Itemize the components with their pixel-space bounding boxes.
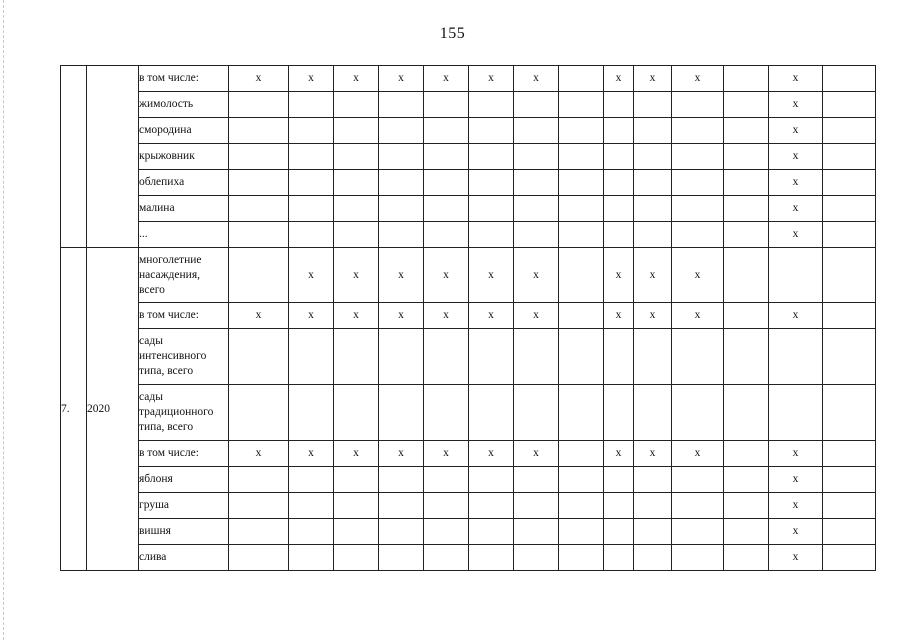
x-mark-cell: x xyxy=(424,248,469,303)
empty-cell xyxy=(634,467,672,493)
x-mark-cell: x xyxy=(334,66,379,92)
x-mark-cell: x xyxy=(769,467,823,493)
empty-cell xyxy=(229,467,289,493)
x-mark-cell: x xyxy=(634,303,672,329)
empty-cell xyxy=(559,329,604,385)
empty-cell xyxy=(424,493,469,519)
empty-cell xyxy=(559,144,604,170)
empty-cell xyxy=(424,170,469,196)
page-margin-line xyxy=(3,0,4,640)
empty-cell xyxy=(514,196,559,222)
table-row xyxy=(61,92,876,118)
empty-cell xyxy=(289,519,334,545)
empty-cell xyxy=(672,385,724,441)
table-row xyxy=(61,144,876,170)
empty-cell xyxy=(469,493,514,519)
empty-cell xyxy=(469,92,514,118)
empty-cell xyxy=(823,248,876,303)
table-body xyxy=(61,66,876,571)
empty-cell xyxy=(379,170,424,196)
empty-cell xyxy=(424,118,469,144)
empty-cell xyxy=(514,222,559,248)
empty-cell xyxy=(289,92,334,118)
empty-cell xyxy=(289,144,334,170)
empty-cell xyxy=(769,385,823,441)
x-mark-cell: x xyxy=(769,493,823,519)
empty-cell xyxy=(469,118,514,144)
empty-cell xyxy=(469,222,514,248)
empty-cell xyxy=(334,170,379,196)
empty-cell xyxy=(469,545,514,571)
x-mark-cell: x xyxy=(769,303,823,329)
empty-cell xyxy=(559,222,604,248)
empty-cell xyxy=(634,92,672,118)
empty-cell xyxy=(514,92,559,118)
x-mark-cell: x xyxy=(514,248,559,303)
empty-cell xyxy=(724,493,769,519)
empty-cell xyxy=(514,519,559,545)
empty-cell xyxy=(604,196,634,222)
empty-cell xyxy=(823,545,876,571)
row-label-cell: смородина xyxy=(139,118,229,144)
empty-cell xyxy=(724,118,769,144)
x-mark-cell: x xyxy=(229,303,289,329)
x-mark-cell: x xyxy=(769,222,823,248)
empty-cell xyxy=(469,144,514,170)
row-label-cell: малина xyxy=(139,196,229,222)
empty-cell xyxy=(823,303,876,329)
empty-cell xyxy=(634,196,672,222)
empty-cell xyxy=(823,118,876,144)
empty-cell xyxy=(559,66,604,92)
empty-cell xyxy=(379,329,424,385)
empty-cell xyxy=(604,170,634,196)
table-row xyxy=(61,385,876,441)
empty-cell xyxy=(559,196,604,222)
x-mark-cell: x xyxy=(469,441,514,467)
x-mark-cell: x xyxy=(514,66,559,92)
empty-cell xyxy=(424,467,469,493)
x-mark-cell: x xyxy=(769,170,823,196)
empty-cell xyxy=(634,329,672,385)
empty-cell xyxy=(379,92,424,118)
empty-cell xyxy=(559,441,604,467)
empty-cell xyxy=(634,545,672,571)
empty-cell xyxy=(559,170,604,196)
empty-cell xyxy=(634,144,672,170)
x-mark-cell: x xyxy=(514,441,559,467)
empty-cell xyxy=(559,92,604,118)
empty-cell xyxy=(559,519,604,545)
empty-cell xyxy=(604,545,634,571)
empty-cell xyxy=(334,467,379,493)
empty-cell xyxy=(424,196,469,222)
empty-cell xyxy=(823,329,876,385)
x-mark-cell: x xyxy=(424,441,469,467)
x-mark-cell: x xyxy=(379,248,424,303)
empty-cell xyxy=(379,118,424,144)
empty-cell xyxy=(229,519,289,545)
empty-cell xyxy=(334,385,379,441)
empty-cell xyxy=(724,303,769,329)
x-mark-cell: x xyxy=(769,196,823,222)
table-row xyxy=(61,545,876,571)
x-mark-cell: x xyxy=(289,441,334,467)
x-mark-cell: x xyxy=(424,303,469,329)
table-row xyxy=(61,493,876,519)
empty-cell xyxy=(229,144,289,170)
empty-cell xyxy=(229,545,289,571)
page-number: 155 xyxy=(439,25,466,42)
empty-cell xyxy=(379,196,424,222)
empty-cell xyxy=(379,222,424,248)
empty-cell xyxy=(724,66,769,92)
x-mark-cell: x xyxy=(514,303,559,329)
empty-cell xyxy=(334,493,379,519)
empty-cell xyxy=(634,493,672,519)
empty-cell xyxy=(334,519,379,545)
empty-cell xyxy=(289,196,334,222)
x-mark-cell: x xyxy=(469,303,514,329)
empty-cell xyxy=(724,467,769,493)
empty-cell xyxy=(334,545,379,571)
empty-cell xyxy=(672,519,724,545)
x-mark-cell: x xyxy=(379,66,424,92)
empty-cell xyxy=(604,92,634,118)
empty-cell xyxy=(823,493,876,519)
table-row xyxy=(61,248,876,303)
empty-cell xyxy=(672,196,724,222)
empty-cell xyxy=(229,385,289,441)
empty-cell xyxy=(514,545,559,571)
x-mark-cell: x xyxy=(469,248,514,303)
x-mark-cell: x xyxy=(769,118,823,144)
empty-cell xyxy=(634,170,672,196)
empty-cell xyxy=(724,385,769,441)
empty-cell xyxy=(229,92,289,118)
empty-cell xyxy=(672,329,724,385)
empty-cell xyxy=(634,385,672,441)
empty-cell xyxy=(724,144,769,170)
x-mark-cell: x xyxy=(672,441,724,467)
empty-cell xyxy=(823,222,876,248)
empty-cell xyxy=(634,519,672,545)
x-mark-cell: x xyxy=(769,441,823,467)
empty-cell xyxy=(672,144,724,170)
empty-cell xyxy=(289,467,334,493)
empty-cell xyxy=(769,248,823,303)
empty-cell xyxy=(672,222,724,248)
empty-cell xyxy=(424,545,469,571)
row-label-cell: яблоня xyxy=(139,467,229,493)
x-mark-cell: x xyxy=(289,248,334,303)
table-row xyxy=(61,329,876,385)
empty-cell xyxy=(823,66,876,92)
x-mark-cell: x xyxy=(604,248,634,303)
x-mark-cell: x xyxy=(334,248,379,303)
empty-cell xyxy=(514,170,559,196)
empty-cell xyxy=(823,519,876,545)
x-mark-cell: x xyxy=(634,441,672,467)
x-mark-cell: x xyxy=(672,66,724,92)
table-row xyxy=(61,170,876,196)
empty-cell xyxy=(724,222,769,248)
empty-cell xyxy=(634,222,672,248)
x-mark-cell: x xyxy=(289,303,334,329)
row-number-cell xyxy=(61,66,87,248)
empty-cell xyxy=(514,329,559,385)
empty-cell xyxy=(514,493,559,519)
empty-cell xyxy=(724,441,769,467)
empty-cell xyxy=(289,222,334,248)
row-label-cell: вишня xyxy=(139,519,229,545)
empty-cell xyxy=(334,222,379,248)
empty-cell xyxy=(559,467,604,493)
empty-cell xyxy=(672,545,724,571)
empty-cell xyxy=(823,170,876,196)
empty-cell xyxy=(604,493,634,519)
empty-cell xyxy=(823,385,876,441)
empty-cell xyxy=(724,519,769,545)
empty-cell xyxy=(379,385,424,441)
empty-cell xyxy=(289,385,334,441)
empty-cell xyxy=(469,170,514,196)
empty-cell xyxy=(379,144,424,170)
empty-cell xyxy=(514,118,559,144)
empty-cell xyxy=(604,222,634,248)
empty-cell xyxy=(334,92,379,118)
row-label-cell: облепиха xyxy=(139,170,229,196)
x-mark-cell: x xyxy=(469,66,514,92)
empty-cell xyxy=(672,92,724,118)
empty-cell xyxy=(724,92,769,118)
x-mark-cell: x xyxy=(334,303,379,329)
empty-cell xyxy=(379,519,424,545)
x-mark-cell: x xyxy=(229,441,289,467)
empty-cell xyxy=(229,196,289,222)
empty-cell xyxy=(334,144,379,170)
empty-cell xyxy=(289,118,334,144)
empty-cell xyxy=(823,92,876,118)
x-mark-cell: x xyxy=(769,519,823,545)
empty-cell xyxy=(604,144,634,170)
table-row xyxy=(61,118,876,144)
empty-cell xyxy=(424,519,469,545)
x-mark-cell: x xyxy=(672,303,724,329)
empty-cell xyxy=(604,118,634,144)
empty-cell xyxy=(229,329,289,385)
x-mark-cell: x xyxy=(379,303,424,329)
empty-cell xyxy=(514,467,559,493)
year-cell: 2020 xyxy=(87,248,139,571)
empty-cell xyxy=(424,92,469,118)
empty-cell xyxy=(672,118,724,144)
row-label-cell: сады интенсивного типа, всего xyxy=(139,329,229,385)
empty-cell xyxy=(229,248,289,303)
x-mark-cell: x xyxy=(379,441,424,467)
empty-cell xyxy=(604,467,634,493)
table-row xyxy=(61,66,876,92)
x-mark-cell: x xyxy=(604,303,634,329)
empty-cell xyxy=(469,329,514,385)
empty-cell xyxy=(724,545,769,571)
empty-cell xyxy=(724,329,769,385)
empty-cell xyxy=(724,196,769,222)
x-mark-cell: x xyxy=(604,441,634,467)
empty-cell xyxy=(559,248,604,303)
empty-cell xyxy=(469,519,514,545)
x-mark-cell: x xyxy=(424,66,469,92)
row-label-cell: многолетние насаждения, всего xyxy=(139,248,229,303)
empty-cell xyxy=(469,385,514,441)
data-table xyxy=(60,65,876,571)
row-label-cell: груша xyxy=(139,493,229,519)
empty-cell xyxy=(469,467,514,493)
row-label-cell: жимолость xyxy=(139,92,229,118)
empty-cell xyxy=(334,329,379,385)
empty-cell xyxy=(424,144,469,170)
table-row xyxy=(61,222,876,248)
x-mark-cell: x xyxy=(769,144,823,170)
empty-cell xyxy=(672,467,724,493)
empty-cell xyxy=(289,493,334,519)
table-row xyxy=(61,467,876,493)
x-mark-cell: x xyxy=(229,66,289,92)
year-cell xyxy=(87,66,139,248)
empty-cell xyxy=(724,248,769,303)
empty-cell xyxy=(229,170,289,196)
empty-cell xyxy=(289,170,334,196)
empty-cell xyxy=(289,329,334,385)
empty-cell xyxy=(559,385,604,441)
empty-cell xyxy=(823,467,876,493)
table-row xyxy=(61,196,876,222)
empty-cell xyxy=(229,118,289,144)
x-mark-cell: x xyxy=(604,66,634,92)
empty-cell xyxy=(334,196,379,222)
empty-cell xyxy=(379,467,424,493)
empty-cell xyxy=(424,329,469,385)
row-label-cell: в том числе: xyxy=(139,303,229,329)
empty-cell xyxy=(229,222,289,248)
empty-cell xyxy=(559,545,604,571)
empty-cell xyxy=(229,493,289,519)
row-label-cell: слива xyxy=(139,545,229,571)
empty-cell xyxy=(514,144,559,170)
x-mark-cell: x xyxy=(634,248,672,303)
row-label-cell: в том числе: xyxy=(139,441,229,467)
empty-cell xyxy=(724,170,769,196)
empty-cell xyxy=(424,385,469,441)
empty-cell xyxy=(769,329,823,385)
x-mark-cell: x xyxy=(672,248,724,303)
empty-cell xyxy=(469,196,514,222)
empty-cell xyxy=(823,441,876,467)
empty-cell xyxy=(559,118,604,144)
table-row xyxy=(61,303,876,329)
x-mark-cell: x xyxy=(769,92,823,118)
empty-cell xyxy=(289,545,334,571)
empty-cell xyxy=(334,118,379,144)
row-label-cell: крыжовник xyxy=(139,144,229,170)
x-mark-cell: x xyxy=(289,66,334,92)
empty-cell xyxy=(823,144,876,170)
x-mark-cell: x xyxy=(334,441,379,467)
empty-cell xyxy=(559,493,604,519)
empty-cell xyxy=(514,385,559,441)
empty-cell xyxy=(672,493,724,519)
empty-cell xyxy=(604,385,634,441)
row-number-cell: 7. xyxy=(61,248,87,571)
empty-cell xyxy=(604,519,634,545)
empty-cell xyxy=(634,118,672,144)
empty-cell xyxy=(559,303,604,329)
x-mark-cell: x xyxy=(634,66,672,92)
row-label-cell: сады традиционного типа, всего xyxy=(139,385,229,441)
row-label-cell: ... xyxy=(139,222,229,248)
empty-cell xyxy=(379,545,424,571)
empty-cell xyxy=(424,222,469,248)
row-label-cell: в том числе: xyxy=(139,66,229,92)
x-mark-cell: x xyxy=(769,66,823,92)
table-row xyxy=(61,441,876,467)
x-mark-cell: x xyxy=(769,545,823,571)
empty-cell xyxy=(672,170,724,196)
empty-cell xyxy=(823,196,876,222)
empty-cell xyxy=(604,329,634,385)
table-row xyxy=(61,519,876,545)
empty-cell xyxy=(379,493,424,519)
